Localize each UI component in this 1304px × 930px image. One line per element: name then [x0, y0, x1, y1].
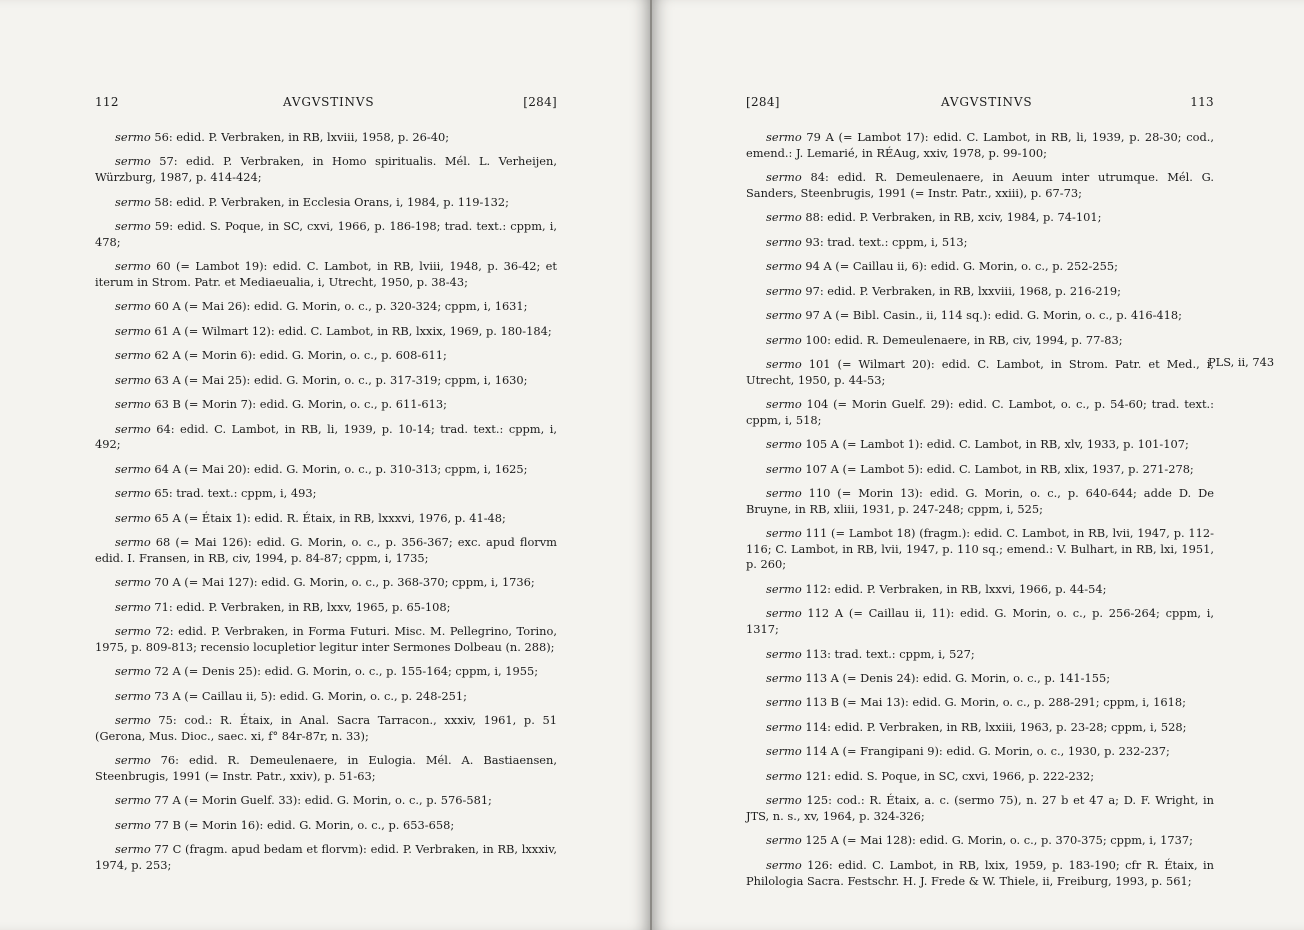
entry-label: sermo — [115, 575, 151, 590]
entry-label: sermo — [766, 486, 802, 501]
entry-label: sermo — [115, 664, 151, 679]
entry-text: 125: cod.: R. Étaix, a. c. (sermo 75), n. 27 b et 47 a; D. F. Wright, in JTS, n. s., xv, 1964, p. 324-326; — [746, 793, 1214, 823]
page-number: 112 — [95, 95, 119, 109]
bibliography-entry — [746, 833, 1214, 849]
entry-text: 72: edid. P. Verbraken, in Forma Futuri. Misc. M. Pellegrino, Torino, 1975, p. 809-813; recensio locupletior legitur inter Sermones Dolbeau (n. 288); — [95, 624, 557, 654]
bibliography-entry — [746, 259, 1214, 275]
bibliography-entry — [746, 130, 1214, 161]
entry-label: sermo — [115, 599, 151, 614]
entry-text: 64 A (= Mai 20): edid. G. Morin, o. c., p. 310-313; cppm, i, 1625; — [150, 461, 528, 476]
entry-label: sermo — [766, 719, 802, 734]
entry-text: 62 A (= Morin 6): edid. G. Morin, o. c., p. 608-611; — [150, 348, 447, 363]
bibliography-entry — [95, 422, 557, 453]
entry-text: 63 A (= Mai 25): edid. G. Morin, o. c., p. 317-319; cppm, i, 1630; — [150, 372, 528, 387]
entry-text: 57: edid. P. Verbraken, in Homo spiritualis. Mél. L. Verheijen, Würzburg, 1987, p. 414-424; — [95, 154, 557, 185]
entry-label: sermo — [115, 817, 151, 832]
entry-text: 93: trad. text.: cppm, i, 513; — [801, 234, 968, 249]
entry-text: 114: edid. P. Verbraken, in RB, lxxiii, 1963, p. 23-28; cppm, i, 528; — [801, 719, 1187, 734]
entry-label: sermo — [115, 486, 151, 501]
entry-text: 76: edid. R. Demeulenaere, in Eulogia. Mél. A. Bastiaensen, Steenbrugis, 1991 (= Instr. Patr., xxiv), p. 51-63; — [95, 753, 557, 783]
entry-label: sermo — [766, 210, 802, 225]
entry-text: 79 A (= Lambot 17): edid. C. Lambot, in RB, li, 1939, p. 28-30; cod., emend.: J. Lemarié, in RÉAug, xxiv, 1978, p. 99-100; — [746, 130, 1214, 160]
entry-text: 121: edid. S. Poque, in SC, cxvi, 1966, p. 222-232; — [801, 768, 1095, 783]
entry-text: 125 A (= Mai 128): edid. G. Morin, o. c., p. 370-375; cppm, i, 1737; — [801, 833, 1194, 848]
entry-text: 65 A (= Étaix 1): edid. R. Étaix, in RB, lxxxvi, 1976, p. 41-48; — [150, 510, 506, 525]
entry-label: sermo — [766, 437, 802, 452]
entry-label: sermo — [115, 624, 151, 639]
bibliography-entry — [746, 486, 1214, 517]
entry-text: 97: edid. P. Verbraken, in RB, lxxviii, 1968, p. 216-219; — [801, 283, 1122, 298]
bibliography-entry — [95, 713, 557, 744]
entry-label: sermo — [766, 793, 802, 808]
entry-label: sermo — [766, 744, 802, 759]
entry-text: 88: edid. P. Verbraken, in RB, xciv, 1984, p. 74-101; — [801, 210, 1102, 225]
entry-text: 75: cod.: R. Étaix, in Anal. Sacra Tarracon., xxxiv, 1961, p. 51 (Gerona, Mus. Dioc., saec. xi, f° 84r-87r, n. 33); — [95, 713, 557, 743]
section-number: [284] — [523, 95, 557, 109]
bibliography-entry — [746, 235, 1214, 251]
bibliography-entry — [95, 624, 557, 655]
entry-label: sermo — [115, 397, 151, 412]
entry-text: 61 A (= Wilmart 12): edid. C. Lambot, in RB, lxxix, 1969, p. 180-184; — [150, 323, 552, 338]
bibliography-entry — [95, 689, 557, 705]
entry-label: sermo — [766, 526, 802, 541]
bibliography-entry — [746, 720, 1214, 736]
bibliography-entry — [746, 308, 1214, 324]
entry-text: 112 A (= Caillau ii, 11): edid. G. Morin, o. c., p. 256-264; cppm, i, 1317; — [746, 606, 1214, 637]
entry-label: sermo — [766, 581, 802, 596]
bibliography-entry — [95, 664, 557, 680]
entry-text: 71: edid. P. Verbraken, in RB, lxxv, 1965, p. 65-108; — [150, 599, 451, 614]
entry-text: 113 A (= Denis 24): edid. G. Morin, o. c., p. 141-155; — [801, 670, 1111, 685]
bibliography-entry — [95, 195, 557, 211]
right-page-header — [746, 95, 1214, 113]
bibliography-entry — [746, 437, 1214, 453]
entry-text: 60 (= Lambot 19): edid. C. Lambot, in RB, lviii, 1948, p. 36-42; et iterum in Strom. Patr. et Mediaeualia, i, Utrecht, 1950, p. 38-43; — [95, 259, 557, 289]
entry-text: 104 (= Morin Guelf. 29): edid. C. Lambot, o. c., p. 54-60; trad. text.: cppm, i, 518; — [746, 397, 1214, 427]
bibliography-entry — [95, 753, 557, 784]
entry-text: 72 A (= Denis 25): edid. G. Morin, o. c., p. 155-164; cppm, i, 1955; — [150, 664, 539, 679]
entry-label: sermo — [115, 793, 151, 808]
entry-label: sermo — [766, 606, 802, 621]
bibliography-entry — [95, 397, 557, 413]
entry-label: sermo — [115, 372, 151, 387]
bibliography-entry — [746, 462, 1214, 478]
bibliography-entry — [95, 511, 557, 527]
section-number: [284] — [746, 95, 780, 109]
entry-label: sermo — [115, 219, 151, 234]
entry-label: sermo — [115, 688, 151, 703]
entry-label: sermo — [115, 421, 151, 436]
bibliography-entry — [95, 373, 557, 389]
left-page-body — [95, 130, 557, 882]
entry-label: sermo — [766, 357, 802, 372]
running-head: AVGVSTINVS — [283, 95, 375, 109]
entry-text: 114 A (= Frangipani 9): edid. G. Morin, o. c., 1930, p. 232-237; — [801, 744, 1170, 759]
entry-text: 100: edid. R. Demeulenaere, in RB, civ, 1994, p. 77-83; — [801, 332, 1123, 347]
entry-label: sermo — [115, 753, 151, 768]
entry-label: sermo — [115, 713, 151, 728]
bibliography-entry — [746, 170, 1214, 201]
bibliography-entry — [95, 154, 557, 185]
bibliography-entry — [746, 769, 1214, 785]
entry-text: 68 (= Mai 126): edid. G. Morin, o. c., p. 356-367; exc. apud florvm edid. I. Fransen, in RB, civ, 1994, p. 84-87; cppm, i, 1735; — [95, 535, 557, 565]
bibliography-entry — [746, 647, 1214, 663]
entry-text: 60 A (= Mai 26): edid. G. Morin, o. c., p. 320-324; cppm, i, 1631; — [150, 299, 528, 314]
entry-label: sermo — [766, 857, 802, 872]
entry-text: 101 (= Wilmart 20): edid. C. Lambot, in Strom. Patr. et Med., i, Utrecht, 1950, p. 44-53; — [746, 357, 1214, 387]
bibliography-entry — [95, 462, 557, 478]
entry-label: sermo — [115, 510, 151, 525]
entry-label: sermo — [766, 332, 802, 347]
bibliography-entry — [95, 793, 557, 809]
bibliography-entry — [95, 130, 557, 146]
entry-label: sermo — [766, 670, 802, 685]
entry-label: sermo — [115, 461, 151, 476]
entry-label: sermo — [766, 234, 802, 249]
entry-text: 97 A (= Bibl. Casin., ii, 114 sq.): edid. G. Morin, o. c., p. 416-418; — [801, 308, 1182, 323]
bibliography-entry — [746, 526, 1214, 573]
bibliography-entry — [95, 348, 557, 364]
entry-text: 58: edid. P. Verbraken, in Ecclesia Orans, i, 1984, p. 119-132; — [150, 194, 509, 209]
margin-note: PLS, ii, 743 — [1208, 355, 1275, 369]
entry-label: sermo — [115, 130, 151, 144]
entry-label: sermo — [766, 130, 802, 144]
entry-text: 56: edid. P. Verbraken, in RB, lxviii, 1958, p. 26-40; — [150, 130, 450, 144]
entry-label: sermo — [115, 535, 151, 550]
bibliography-entry — [746, 793, 1214, 824]
entry-label: sermo — [766, 833, 802, 848]
left-page — [0, 0, 651, 930]
running-head: AVGVSTINVS — [941, 95, 1033, 109]
entry-label: sermo — [766, 397, 802, 412]
entry-label: sermo — [766, 308, 802, 323]
bibliography-entry — [95, 575, 557, 591]
entry-label: sermo — [766, 283, 802, 298]
bibliography-entry — [95, 299, 557, 315]
right-page-body — [746, 130, 1214, 898]
left-page-header — [95, 95, 557, 113]
bibliography-entry — [95, 600, 557, 616]
bibliography-entry — [746, 333, 1214, 349]
bibliography-entry — [746, 357, 1214, 388]
entry-label: sermo — [115, 259, 151, 274]
entry-text: 77 B (= Morin 16): edid. G. Morin, o. c., p. 653-658; — [150, 817, 455, 832]
entry-text: 113 B (= Mai 13): edid. G. Morin, o. c., p. 288-291; cppm, i, 1618; — [801, 695, 1186, 710]
entry-label: sermo — [115, 348, 151, 363]
bibliography-entry — [95, 818, 557, 834]
entry-label: sermo — [115, 194, 151, 209]
entry-text: 63 B (= Morin 7): edid. G. Morin, o. c., p. 611-613; — [150, 397, 447, 412]
bibliography-entry — [746, 695, 1214, 711]
entry-label: sermo — [115, 323, 151, 338]
entry-label: sermo — [115, 842, 151, 857]
entry-text: 112: edid. P. Verbraken, in RB, lxxvi, 1966, p. 44-54; — [801, 581, 1107, 596]
bibliography-entry — [746, 284, 1214, 300]
entry-text: 111 (= Lambot 18) (fragm.): edid. C. Lambot, in RB, lvii, 1947, p. 112-116; C. Lambot, in RB, lvii, 1947, p. 110 sq.; emend.: V. Bulhart, in RB, lxi, 1951, p. 260; — [746, 526, 1214, 572]
entry-text: 94 A (= Caillau ii, 6): edid. G. Morin, o. c., p. 252-255; — [801, 259, 1118, 274]
right-page — [651, 0, 1304, 930]
bibliography-entry — [746, 858, 1214, 889]
entry-text: 110 (= Morin 13): edid. G. Morin, o. c., p. 640-644; adde D. De Bruyne, in RB, xliii, 1931, p. 247-248; cppm, i, 525; — [746, 486, 1214, 516]
entry-text: 107 A (= Lambot 5): edid. C. Lambot, in RB, xlix, 1937, p. 271-278; — [801, 461, 1194, 476]
entry-text: 73 A (= Caillau ii, 5): edid. G. Morin, o. c., p. 248-251; — [150, 688, 467, 703]
entry-label: sermo — [766, 461, 802, 476]
page-number: 113 — [1190, 95, 1214, 109]
entry-label: sermo — [766, 259, 802, 274]
entry-text: 126: edid. C. Lambot, in RB, lxix, 1959, p. 183-190; cfr R. Étaix, in Philologia Sacra. Festschr. H. J. Frede & W. Thiele, ii, Freiburg, 1993, p. 561; — [746, 857, 1214, 888]
bibliography-entry — [746, 744, 1214, 760]
bibliography-entry — [95, 219, 557, 250]
entry-text: 59: edid. S. Poque, in SC, cxvi, 1966, p. 186-198; trad. text.: cppm, i, 478; — [95, 219, 557, 249]
bibliography-entry — [746, 606, 1214, 637]
entry-text: 77 A (= Morin Guelf. 33): edid. G. Morin, o. c., p. 576-581; — [150, 793, 492, 808]
bibliography-entry — [746, 397, 1214, 428]
book-gutter — [650, 0, 652, 930]
bibliography-entry — [95, 259, 557, 290]
entry-text: 65: trad. text.: cppm, i, 493; — [150, 486, 317, 501]
entry-label: sermo — [766, 695, 802, 710]
entry-label: sermo — [766, 646, 802, 661]
bibliography-entry — [746, 582, 1214, 598]
entry-text: 113: trad. text.: cppm, i, 527; — [801, 646, 975, 661]
entry-text: 105 A (= Lambot 1): edid. C. Lambot, in RB, xlv, 1933, p. 101-107; — [801, 437, 1189, 452]
bibliography-entry — [95, 842, 557, 873]
entry-text: 77 C (fragm. apud bedam et florvm): edid. P. Verbraken, in RB, lxxxiv, 1974, p. 253; — [95, 842, 557, 872]
entry-text: 64: edid. C. Lambot, in RB, li, 1939, p. 10-14; trad. text.: cppm, i, 492; — [95, 421, 557, 452]
bibliography-entry — [95, 324, 557, 340]
bibliography-entry — [746, 210, 1214, 226]
entry-label: sermo — [115, 299, 151, 314]
bibliography-entry — [95, 486, 557, 502]
entry-text: 70 A (= Mai 127): edid. G. Morin, o. c., p. 368-370; cppm, i, 1736; — [150, 575, 535, 590]
entry-label: sermo — [115, 154, 151, 169]
bibliography-entry — [95, 535, 557, 566]
entry-label: sermo — [766, 170, 802, 185]
entry-text: 84: edid. R. Demeulenaere, in Aeuum inter utrumque. Mél. G. Sanders, Steenbrugis, 1991 (= Instr. Patr., xxiii), p. 67-73; — [746, 170, 1214, 200]
entry-label: sermo — [766, 768, 802, 783]
bibliography-entry — [746, 671, 1214, 687]
